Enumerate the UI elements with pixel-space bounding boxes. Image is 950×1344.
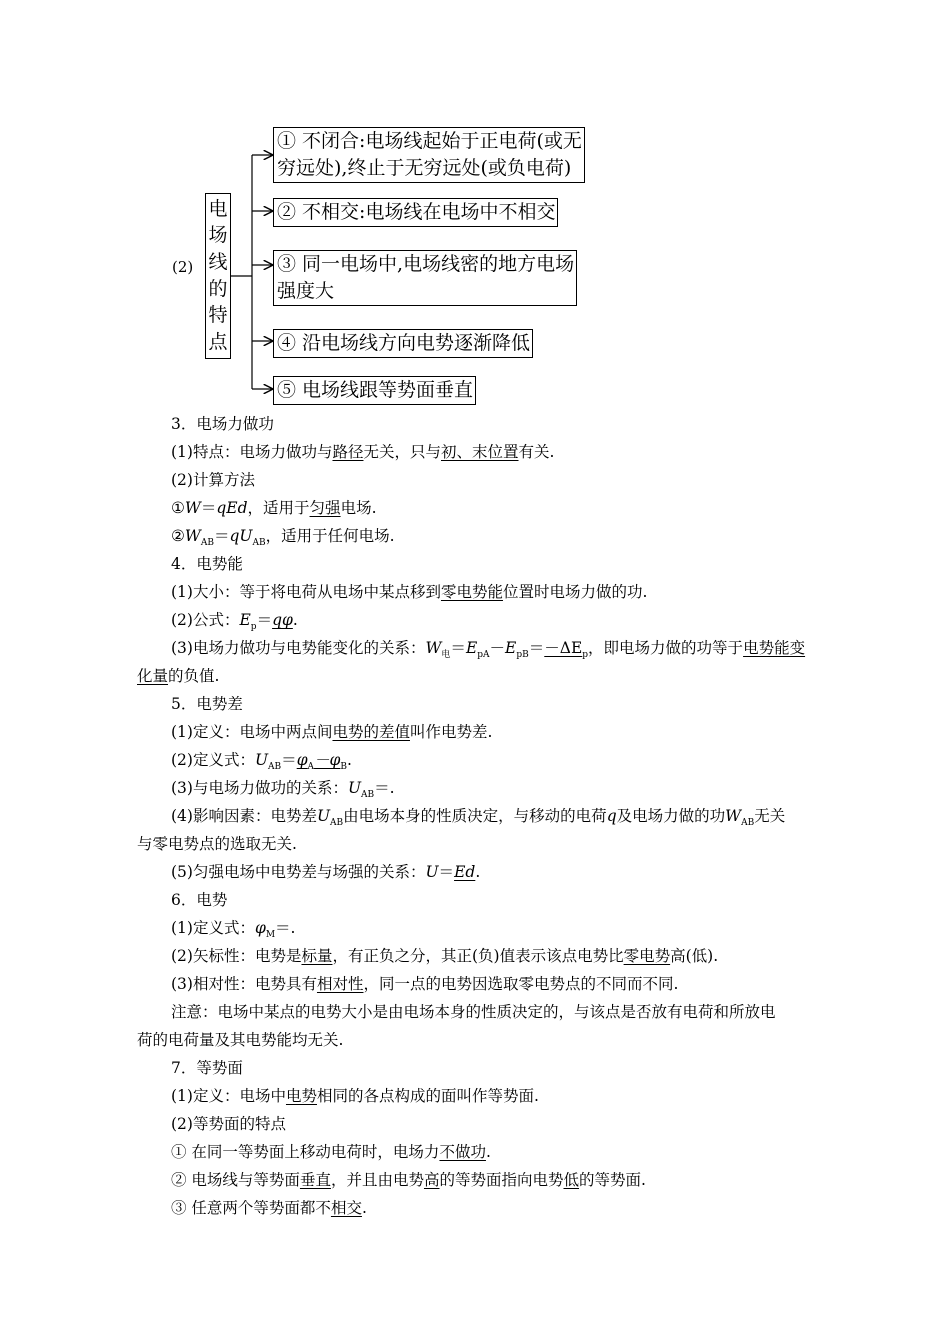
section-title: 3．电场力做功 — [171, 415, 274, 433]
formula-line: (1)定义式：$\varphi_M=$. — [171, 919, 296, 941]
paragraph-line: (1)大小：等于将电荷从电场中某点移到零电势能位置时电场力做的功. — [171, 583, 648, 601]
section-title: 4．电势能 — [171, 555, 243, 573]
feature-box-text: ② 不相交:电场线在电场中不相交 — [277, 201, 556, 223]
feature-box-text: 强度大 — [277, 280, 335, 302]
paragraph-line: (4)影响因素：电势差$U_{AB}$由电场本身的性质决定，与移动的电荷q及电场力做的功$W_{AB}$无关 — [171, 807, 786, 829]
feature-box-text: ⑤ 电场线跟等势面垂直 — [277, 379, 474, 401]
feature-box-4 — [273, 329, 533, 358]
formula-line: ①W＝qEd，适用于匀强电场. — [171, 499, 377, 517]
paragraph-line: (1)定义：电场中两点间电势的差值叫作电势差. — [171, 723, 493, 741]
paragraph-line: (2)等势面的特点 — [171, 1115, 286, 1133]
paragraph-line: (3)电场力做功与电势能变化的关系：$W_电=E_{pA}-E_{pB}=-\Delta E_p$，即电场力做的功等于电势能变 — [171, 639, 806, 661]
vertical-char: 特 — [208, 304, 228, 327]
paragraph-line: (2)计算方法 — [171, 471, 255, 489]
section-title: 6．电势 — [171, 891, 228, 909]
paragraph-line: ③ 任意两个等势面都不相交. — [171, 1199, 367, 1217]
paragraph-line: (1)定义：电场中电势相同的各点构成的面叫作等势面. — [171, 1087, 539, 1105]
formula-line: (3)与电场力做功的关系：$U_{AB}=$. — [171, 779, 395, 801]
paragraph-line: 化量的负值. — [137, 667, 220, 685]
feature-box-2 — [273, 198, 558, 227]
section-title: 7．等势面 — [171, 1059, 243, 1077]
formula-line: (2)定义式：$U_{AB}=\varphi_A-\varphi_B$. — [171, 751, 352, 773]
feature-box-text: ③ 同一电场中,电场线密的地方电场 — [277, 253, 575, 275]
note-line: 注意：电场中某点的电势大小是由电场本身的性质决定的，与该点是否放有电荷和所放电 — [171, 1003, 776, 1021]
vertical-char: 点 — [208, 331, 228, 354]
note-line: 荷的电荷量及其电势能均无关. — [137, 1031, 344, 1049]
feature-box-3 — [273, 250, 577, 306]
paragraph-line: ① 在同一等势面上移动电荷时，电场力不做功. — [171, 1143, 491, 1161]
field-line-features-label — [205, 193, 231, 359]
paragraph-line: (2)矢标性：电势是标量，有正负之分，其正(负)值表示该点电势比零电势高(低). — [171, 947, 719, 965]
feature-box-text: ④ 沿电场线方向电势逐渐降低 — [277, 332, 531, 354]
vertical-char: 电 — [208, 197, 228, 220]
paragraph-line: ② 电场线与等势面垂直，并且由电势高的等势面指向电势低的等势面. — [171, 1171, 646, 1189]
item-number: (2) — [172, 258, 194, 276]
vertical-char: 场 — [208, 224, 228, 247]
formula-line: (2)公式：$E_p=q\varphi$. — [171, 611, 298, 633]
field-line-diagram — [0, 0, 950, 410]
formula-line: $②W_{AB}=qU_{AB}$，适用于任何电场. — [171, 527, 395, 549]
paragraph-line: (3)相对性：电势具有相对性，同一点的电势因选取零电势点的不同而不同. — [171, 975, 679, 993]
vertical-char: 线 — [208, 251, 228, 274]
feature-box-text: 穷远处),终止于无穷远处(或负电荷) — [277, 157, 572, 179]
paragraph-line: (1)特点：电场力做功与路径无关，只与初、末位置有关. — [171, 443, 555, 461]
section-title: 5．电势差 — [171, 695, 243, 713]
feature-box-5 — [273, 376, 476, 405]
feature-box-1 — [273, 127, 585, 183]
feature-box-text: ① 不闭合:电场线起始于正电荷(或无 — [277, 130, 582, 152]
formula-line: (5)匀强电场中电势差与场强的关系：U＝Ed. — [171, 863, 481, 881]
vertical-char: 的 — [208, 277, 228, 300]
paragraph-line: 与零电势点的选取无关. — [137, 835, 297, 853]
